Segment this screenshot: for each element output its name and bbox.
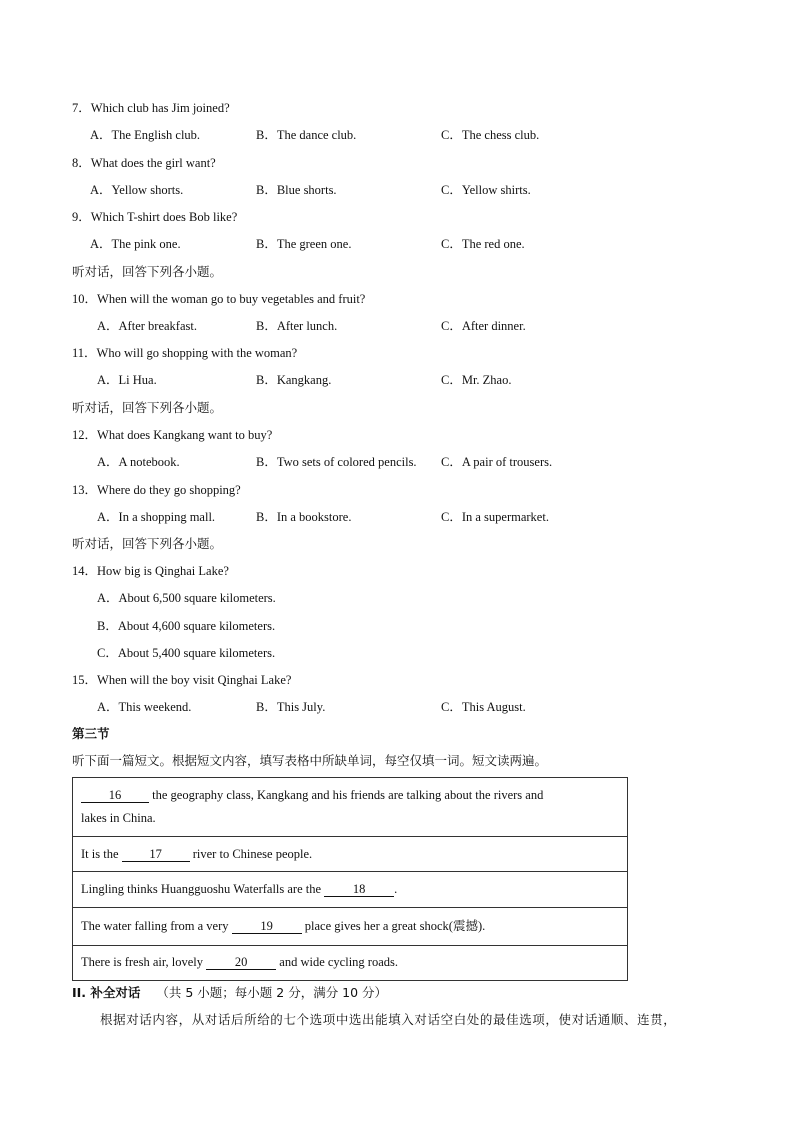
table-row-17 bbox=[73, 837, 627, 872]
q15-option-b: B．This July. bbox=[256, 700, 326, 714]
row-20-text-after: and wide cycling roads. bbox=[276, 955, 398, 969]
q8-option-b: B．Blue shorts. bbox=[256, 183, 337, 197]
q9-option-c: C．The red one. bbox=[441, 237, 525, 251]
answer-blank-16[interactable]: 16 bbox=[81, 789, 149, 803]
q7-option-b: B．The dance club. bbox=[256, 128, 357, 142]
q14-option-a: A．About 6,500 square kilometers. bbox=[97, 591, 276, 605]
question-10: 10．When will the woman go to buy vegetables and fruit? bbox=[72, 292, 366, 306]
row-18-text-before: Lingling thinks Huangguoshu Waterfalls are the bbox=[81, 882, 325, 896]
part-2-instruction: 根据对话内容，从对话后所给的七个选项中选出能填入对话空白处的最佳选项，使对话通顺、连贯， bbox=[100, 1012, 677, 1027]
q7-option-a: A．The English club. bbox=[90, 128, 201, 142]
answer-blank-20[interactable]: 20 bbox=[206, 956, 276, 970]
q12-option-a: A．A notebook. bbox=[97, 455, 180, 469]
row-19-text-before: The water falling from a very bbox=[81, 919, 232, 933]
q9-option-b: B．The green one. bbox=[256, 237, 352, 251]
q11-option-a: A．Li Hua. bbox=[97, 373, 157, 387]
row-16-text: the geography class, Kangkang and his friends are talking about the rivers and bbox=[149, 788, 544, 802]
q8-option-c: C．Yellow shirts. bbox=[441, 183, 531, 197]
q15-option-c: C．This August. bbox=[441, 700, 526, 714]
question-13: 13．Where do they go shopping? bbox=[72, 483, 241, 497]
listen-instruction: 听对话，回答下列各小题。 bbox=[72, 400, 223, 415]
answer-blank-18[interactable]: 18 bbox=[324, 883, 394, 897]
q11-option-b: B．Kangkang. bbox=[256, 373, 332, 387]
q14-option-b: B．About 4,600 square kilometers. bbox=[97, 619, 276, 633]
section-3-instruction: 听下面一篇短文。根据短文内容，填写表格中所缺单词，每空仅填一词。短文读两遍。 bbox=[72, 753, 548, 768]
question-15: 15．When will the boy visit Qinghai Lake? bbox=[72, 673, 292, 687]
q14-option-c: C．About 5,400 square kilometers. bbox=[97, 646, 276, 660]
table-row-16 bbox=[73, 778, 627, 837]
table-row-18 bbox=[73, 872, 627, 908]
part-2-score: （共 5 小题；每小题 2 分，满分 10 分） bbox=[156, 985, 388, 1000]
question-14: 14．How big is Qinghai Lake? bbox=[72, 564, 229, 578]
q7-option-c: C．The chess club. bbox=[441, 128, 540, 142]
table-row-19 bbox=[73, 908, 627, 946]
row-19-text-after: place gives her a great shock(震撼). bbox=[301, 919, 486, 933]
q13-option-a: A．In a shopping mall. bbox=[97, 510, 216, 524]
section-3-title: 第三节 bbox=[72, 726, 110, 741]
row-17-text-before: It is the bbox=[81, 847, 122, 861]
row-20-text-before: There is fresh air, lovely bbox=[81, 955, 207, 969]
part-2-heading: II. 补全对话 bbox=[72, 985, 141, 1000]
row-18-text-after: . bbox=[394, 882, 398, 896]
answer-blank-19[interactable]: 19 bbox=[232, 920, 302, 934]
q12-option-c: C．A pair of trousers. bbox=[441, 455, 553, 469]
q13-option-b: B．In a bookstore. bbox=[256, 510, 352, 524]
q10-option-a: A．After breakfast. bbox=[97, 319, 197, 333]
q15-option-a: A．This weekend. bbox=[97, 700, 192, 714]
question-9: 9．Which T-shirt does Bob like? bbox=[72, 210, 238, 224]
part-2-header bbox=[72, 983, 387, 1001]
q9-option-a: A．The pink one. bbox=[90, 237, 181, 251]
question-12: 12．What does Kangkang want to buy? bbox=[72, 428, 273, 442]
q8-option-a: A．Yellow shorts. bbox=[90, 183, 184, 197]
listen-instruction: 听对话，回答下列各小题。 bbox=[72, 264, 223, 279]
question-8: 8．What does the girl want? bbox=[72, 156, 216, 170]
row-16-text-line2: lakes in China. bbox=[81, 811, 156, 825]
table-row-20 bbox=[73, 946, 627, 980]
question-11: 11．Who will go shopping with the woman? bbox=[72, 346, 298, 360]
answer-blank-17[interactable]: 17 bbox=[122, 848, 190, 862]
row-17-text-after: river to Chinese people. bbox=[189, 847, 313, 861]
listen-instruction: 听对话，回答下列各小题。 bbox=[72, 536, 223, 551]
q11-option-c: C．Mr. Zhao. bbox=[441, 373, 512, 387]
fill-in-table bbox=[72, 777, 628, 981]
q10-option-c: C．After dinner. bbox=[441, 319, 526, 333]
q12-option-b: B．Two sets of colored pencils. bbox=[256, 455, 417, 469]
q13-option-c: C．In a supermarket. bbox=[441, 510, 549, 524]
question-7: 7．Which club has Jim joined? bbox=[72, 101, 230, 115]
q10-option-b: B．After lunch. bbox=[256, 319, 338, 333]
